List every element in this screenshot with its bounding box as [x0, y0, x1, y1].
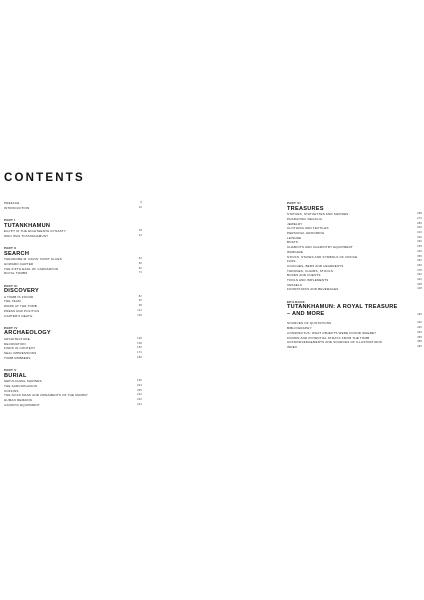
entry-label: PRESS AND POLITICS: [4, 308, 40, 313]
section-title: BURIAL: [4, 372, 27, 379]
page-number: 232: [137, 397, 142, 401]
page-title: CONTENTS: [4, 172, 85, 184]
entry-label: STICKS, STAVES AND SYMBOLS OF OFFICE: [287, 254, 358, 259]
entry-label: ARCHITECTURE: [4, 336, 30, 341]
page-number: 455: [417, 335, 422, 339]
page-number: 10: [138, 205, 142, 209]
page-number: 320: [417, 235, 422, 239]
page-number: 206: [137, 388, 142, 392]
part-label: PART II: [4, 246, 17, 250]
toc-entry[interactable]: [287, 345, 422, 350]
part-label: PART III: [4, 283, 18, 288]
page-number: 270: [417, 216, 422, 220]
part-label: PART IV: [4, 325, 18, 330]
page-number: 18: [138, 229, 142, 233]
part-label: PART VI: [287, 201, 301, 205]
entry-label: BOXES AND CHESTS: [287, 273, 321, 278]
entry-label: COFFINS: [4, 388, 19, 393]
entry-label: HOWARD CARTER: [4, 261, 34, 266]
page-number: 82: [138, 294, 142, 298]
page-number: 378: [417, 268, 422, 272]
entry-label: PHARAONIC REGALIA: [287, 216, 323, 221]
entry-label: ACKNOWLEDGEMENTS AND SOURCES OF ILLUSTRATIONS: [287, 340, 382, 345]
page-number: 190: [137, 379, 142, 383]
entry-label: THE SARCOPHAGUS: [4, 383, 38, 388]
entry-label: STATUES, STATUETTES AND SHRINES: [287, 212, 349, 217]
entry-label: SEPULCHRAL SHRINES: [4, 379, 42, 384]
page-number: 458: [417, 340, 422, 344]
entry-label: INTRODUCTION: [4, 205, 30, 210]
section-title: TREASURES: [287, 205, 324, 212]
entry-label: WHO WAS TUTANKHAMUN?: [4, 233, 49, 238]
entry-label: FANS: [287, 259, 296, 264]
page-number: 258: [417, 212, 422, 216]
entry-label: BIBLIOGRAPHY: [287, 326, 312, 331]
toc-entry[interactable]: [4, 314, 142, 319]
entry-label: CARTER'S DEATH: [4, 313, 33, 318]
page-number: 460: [417, 344, 422, 348]
page-number: 440: [417, 321, 422, 325]
part-label: EPILOGUE: [287, 299, 305, 304]
entry-label: DECORATION: [4, 341, 26, 346]
page-number: 392: [417, 273, 422, 277]
page-number: 6: [140, 201, 142, 204]
page-number: 244: [137, 402, 142, 406]
section-title: TUTANKHAMUN: A ROYAL TREASURE – AND MORE: [287, 304, 398, 317]
entry-label: COUCHES, BEDS AND HEADRESTS: [287, 263, 344, 268]
entry-label: CLOTHING AND TEXTILES: [287, 226, 329, 231]
page-number: 174: [137, 351, 142, 354]
page-number: 90: [138, 299, 142, 303]
page-number: 180: [137, 355, 142, 359]
toc-section: [4, 326, 142, 361]
toc-entry[interactable]: [4, 234, 142, 239]
toc-section: [4, 368, 142, 407]
entry-label: THE TEAM: [4, 299, 21, 304]
entry-label: INDEX: [287, 344, 298, 349]
entry-label: TOMB ROBBERS: [4, 355, 31, 360]
entry-label: PREFACE: [4, 201, 20, 205]
page-number: 402: [417, 278, 422, 282]
page-number: 222: [137, 393, 142, 397]
page-number: 118: [137, 313, 142, 317]
section-title: SEARCH: [4, 250, 30, 257]
toc-section: [4, 284, 142, 319]
entry-label: JEWELRY: [287, 221, 303, 226]
section-title: ARCHAEOLOGY: [4, 330, 51, 337]
page-number: 338: [417, 245, 422, 249]
entry-label: CANOPIC EQUIPMENT: [4, 402, 40, 407]
entry-label: VESSELS: [287, 282, 303, 287]
page-number: 408: [417, 282, 422, 286]
toc-entry[interactable]: [287, 287, 422, 292]
entry-label: SEAL IMPRESSIONS: [4, 351, 37, 355]
section-title-row[interactable]: [287, 304, 422, 317]
page-number: 74: [138, 271, 142, 275]
page-number: 280: [417, 221, 422, 225]
page-number: 436: [417, 312, 422, 316]
page-number: 418: [417, 287, 422, 291]
page-number: 362: [417, 259, 422, 263]
part-label: PART I: [4, 217, 16, 222]
page-number: 346: [417, 249, 422, 253]
section-title: TUTANKHAMUN: [4, 222, 51, 229]
page-number: 128: [137, 336, 142, 340]
page-number: 66: [138, 266, 142, 270]
entry-label: CONSPECTUS: WHAT OBJECTS WERE FOUND WHERE?: [287, 330, 377, 335]
entry-label: ROYAL TOMBS: [4, 271, 28, 276]
toc-left-column: [4, 201, 142, 415]
entry-label: THE FIFTH EARL OF CARNARVON: [4, 266, 59, 271]
page-number: 454: [417, 330, 422, 334]
page-number: 300: [417, 226, 422, 230]
entry-label: FOODSTUFFS AND BEVERAGES: [287, 287, 339, 292]
toc-section: [287, 201, 422, 292]
toc-entry[interactable]: [4, 356, 142, 361]
page-number: 356: [417, 254, 422, 258]
toc-section: [4, 218, 142, 239]
entry-label: WORK AT THE TOMB: [4, 304, 37, 309]
toc-entry[interactable]: [4, 403, 142, 408]
page-number: 446: [417, 326, 422, 330]
page-number: 112: [137, 308, 142, 312]
toc-section: [287, 300, 422, 350]
page-number: 204: [137, 383, 142, 387]
entry-label: TOOLS AND IMPLEMENTS: [287, 278, 329, 283]
entry-label: LEISURE: [287, 235, 302, 240]
entry-label: EGYPT IN THE EIGHTEENTH DYNASTY: [4, 229, 67, 234]
entry-label: A TOMB IS FOUND: [4, 294, 34, 299]
entry-label: FINDS IN CONTEXT: [4, 346, 36, 351]
page-number: 52: [138, 257, 142, 261]
page-number: 330: [417, 240, 422, 244]
page-number: 138: [137, 341, 142, 345]
toc-right-column: [287, 201, 422, 357]
page-number: 150: [137, 346, 142, 350]
section-title: DISCOVERY: [4, 288, 39, 295]
toc-entry[interactable]: [4, 271, 142, 276]
entry-label: WARFARE: [287, 249, 304, 254]
entry-label: KNOWN AND POTENTIAL STRAYS FROM THE TOMB: [287, 335, 370, 340]
page-number: 316: [417, 231, 422, 234]
entry-label: HUMAN REMAINS: [4, 397, 33, 402]
toc-section: [4, 201, 142, 210]
entry-label: SOURCES OF QUOTATIONS: [287, 321, 332, 326]
entry-label: BOATS: [287, 240, 298, 245]
entry-label: THE GOLD MASK AND ORNAMENTS OF THE MUMMY: [4, 393, 88, 398]
page-number: 60: [138, 261, 142, 265]
toc-entry[interactable]: [4, 206, 142, 211]
part-label: PART V: [4, 367, 17, 372]
page-number: 366: [417, 263, 422, 267]
entry-label: THEODORE M. DAVIS: FIRST CLUES: [4, 257, 62, 262]
entry-label: THRONES, CHAIRS, STOOLS: [287, 268, 334, 273]
toc-section: [4, 246, 142, 276]
entry-label: CHARIOTS AND CHARIOTRY EQUIPMENT: [287, 245, 353, 250]
page-number: 34: [138, 233, 142, 237]
page-number: 98: [138, 304, 142, 308]
entry-label: PERSONAL GROOMING: [287, 231, 325, 235]
